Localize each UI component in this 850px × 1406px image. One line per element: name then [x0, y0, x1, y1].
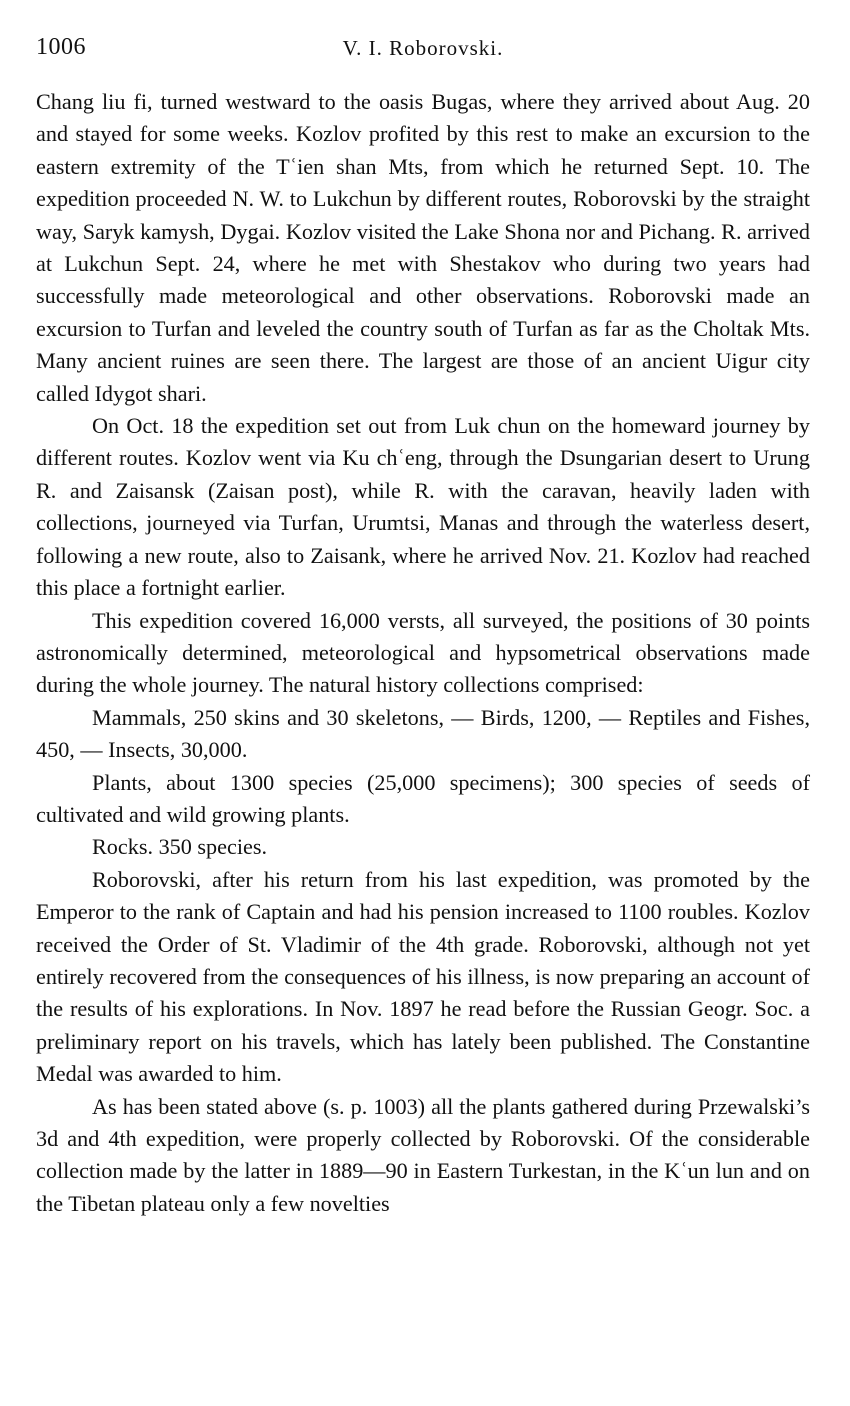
paragraph: Rocks. 350 species.	[92, 834, 268, 860]
page-number: 1006	[36, 34, 86, 60]
paragraph: On Oct. 18 the expedition set out from Luk chun on the homeward journey by different routes. Kozlov went via Ku chʿeng, through the Dsungarian desert to Urung R. and Zaisansk (Zaisan post), while R. with the caravan, heavily laden with collections, journeyed via Turfan, Urumtsi, Manas and through the waterless desert, following a new route, also to Zaisank, where he arrived Nov. 21. Kozlov had reached this place a fortnight earlier.	[36, 413, 810, 601]
paragraph: Chang liu fi, turned westward to the oasis Bugas, where they arrived about Aug. 20 and stayed for some weeks. Kozlov profited by this rest to make an excursion to the eastern extremity of the Tʿien shan Mts, from which he returned Sept. 10. The expedition proceeded N. W. to Lukchun by different routes, Roborovski by the straight way, Saryk kamysh, Dygai. Kozlov visited the Lake Shona nor and Pichang. R. arrived at Lukchun Sept. 24, where he met with Shestakov who during two years had successfully made meteorological and other observations. Roborovski made an excursion to Turfan and leveled the country south of Turfan as far as the Choltak Mts. Many ancient ruines are seen there. The largest are those of an ancient Uigur city called Idygot shari.	[36, 89, 810, 406]
paragraph: Roborovski, after his return from his last expedition, was promoted by the Emperor to the rank of Captain and had his pension increased to 1100 roubles. Kozlov received the Order of St. Vladimir of the 4th grade. Roborovski, although not yet entirely recovered from the consequences of his illness, is now preparing an account of the results of his explorations. In Nov. 1897 he read before the Russian Geogr. Soc. a preliminary report on his travels, which has lately been published. The Constantine Medal was awarded to him.	[36, 866, 810, 1087]
running-title: V. I. Roborovski.	[342, 36, 504, 60]
body-text	[36, 86, 810, 1220]
paragraph: Mammals, 250 skins and 30 skeletons, — Birds, 1200, — Reptiles and Fishes, 450, — Insects, 30,000.	[36, 704, 810, 763]
paragraph: As has been stated above (s. p. 1003) all the plants gathered during Przewalski’s 3d and 4th expedition, were properly collected by Roborovski. Of the considerable collection made by the latter in 1889—90 in Eastern Turkestan, in the Kʿun lun and on the Tibetan plateau only a few novelties	[36, 1093, 810, 1216]
running-header	[36, 0, 810, 86]
paragraph: This expedition covered 16,000 versts, all surveyed, the positions of 30 points astronomically determined, meteorological and hypsometrical observations made during the whole journey. The natural history collections comprised:	[36, 607, 810, 698]
paragraph: Plants, about 1300 species (25,000 specimens); 300 species of seeds of cultivated and wild growing plants.	[36, 769, 810, 827]
